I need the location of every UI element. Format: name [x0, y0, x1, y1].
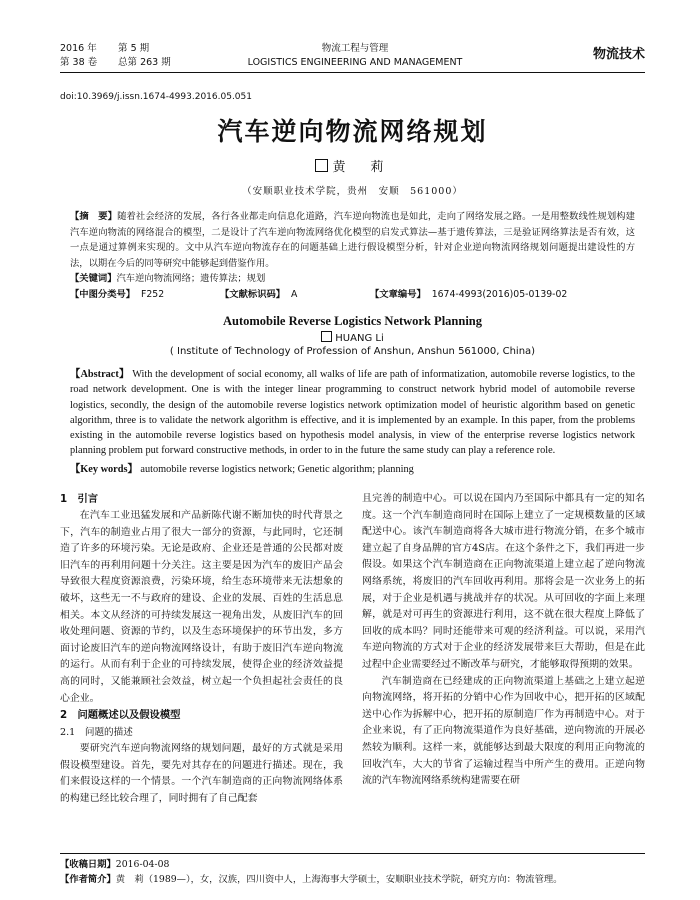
left-column — [60, 491, 343, 808]
body-columns — [60, 491, 645, 808]
doi: doi:10.3969/j.issn.1674-4993.2016.05.051 — [60, 92, 252, 102]
author-cn-name: 黄 莉 — [332, 160, 390, 175]
section-1-heading: 1 引言 — [60, 493, 99, 506]
article-no-value: 1674-4993(2016)05-0139-02 — [431, 288, 568, 300]
volume: 第 38 卷 — [60, 57, 98, 68]
keywords-cn-text: 汽车逆向物流网络；遗传算法；规划 — [116, 273, 266, 284]
continued-paragraph: 且完善的制造中心。可以说在国内乃至国际中都具有一定的知名度。这一个汽车制造商同时在国际上建立了一定规模数量的区域配送中心。该汽车制造商将各大城市进行物流分销，在多个城市建立起了自身品牌的官方4S店。在这个条件之下，我们再进一步假设。如果这个汽车制造商在正向物流渠道上建立起了逆向物流网络系统，将废旧的汽车回收再利用。那将会是一次业务上的拓展，对于企业是机遇与挑战并存的状况。从可回收的字面上来理解，就是对可再生的资源进行利用，这不就在很大程度上降低了回收的成本吗？同时还能带来可观的经济利益。可以说，采用汽车逆向物流的方式对于企业的经济发展带来巨大帮助，但是在此过程中企业需要经过不断改革与研究，才能够取得预期的效果。 — [362, 493, 645, 671]
section-1-paragraph: 在汽车工业迅猛发展和产品新陈代谢不断加快的时代背景之下，汽车的制造业占用了很大一部分的资源，与此同时，它还制造了许多的环境污染。无论是政府、企业还是普通的公民都对废旧汽车的再利用问题十分关注。这主要是因为汽车的废旧产品会导致很大程度资源浪费，污染环境，给生态环境带来无法想象的破坏，这些无一不与政府的建设、企业的发展、百姓的生活息息相关。本文从经济的可持续发展这一视角出发，从废旧汽车的回收处理问题、资源的节约，以及生态环境保护的环节出发，多方面讨论废旧汽车的逆向物流网络设计，有助于废旧汽车逆向物流的运行。从而有利于企业的可持续发展，使得企业的经济效益提高的同时，又能兼顾社会效益，树立起一个负担起社会责任的良心企业。 — [60, 510, 343, 704]
classification-line — [60, 287, 645, 303]
total-issue: 总第 263 期 — [118, 57, 171, 68]
author-en-mark-box — [321, 331, 332, 342]
journal-name — [210, 42, 500, 70]
section-label: 物流技术 — [592, 47, 645, 62]
keywords-en — [60, 462, 645, 477]
journal-name-en: LOGISTICS ENGINEERING AND MANAGEMENT — [247, 57, 463, 68]
abstract-en-text: With the development of social economy, all walks of life are path of informatization, automobile reverse logistics, to the road network development. One is with the integer linear programming to construct network hybrid model of automobile reverse logistics, secondly, the design of the automobile reverse logistics network optimization model of heuristic algorithm based on genetic algorithm, three is to validate the network algorithm is effective, and it is implemented by an example. In this paper, from the problems existing in the automobile reverse logistics based on hypothesis model analysis, in view of the enterprise reverse logistics network planning problem put forward constructive methods, in order to in the future the same study can play a reference role. — [70, 369, 635, 457]
right-column — [362, 491, 645, 808]
author-en-name: HUANG Li — [335, 333, 384, 344]
author-en — [60, 331, 645, 344]
doc-code-label: 【文献标识码】 — [220, 288, 286, 300]
author-cn — [60, 156, 645, 175]
author-bio: 黄 莉（1989—），女，汉族，四川资中人，上海海事大学硕士，安顺职业技术学院，研究方向：物流管理。 — [115, 874, 563, 885]
footnote-rule — [60, 853, 645, 854]
running-header — [60, 40, 645, 76]
author-mark-box — [315, 159, 328, 172]
keywords-cn — [60, 271, 645, 287]
issue: 第 5 期 — [118, 43, 150, 54]
abstract-en-label: 【Abstract】 — [70, 369, 130, 380]
abstract-cn-text: 随着社会经济的发展，各行各业都走向信息化道路，汽车逆向物流也是如此，走向了网络发展之路。一是用整数线性规划构建汽车逆向物流的网络混合的模型，二是设计了汽车逆向物流网络优化模型的启发式算法—基于遗传算法，三是验证网络算法是否有效，这一点是通过算例来实现的。文中从汽车逆向物流存在的问题基础上进行假设模型分析，针对企业逆向物流网络规划问题提出建设性的方法，以期在今后的同等研究中能够起到借鉴作用。 — [70, 211, 635, 269]
received-label: 【收稿日期】 — [60, 859, 116, 870]
keywords-cn-label: 【关键词】 — [70, 273, 117, 284]
footnote — [60, 853, 645, 887]
abstract-en — [60, 367, 645, 459]
received-date: 2016-04-08 — [115, 859, 170, 870]
title-cn: 汽车逆向物流网络规划 — [217, 117, 488, 146]
year: 2016 年 — [60, 43, 97, 54]
affiliation-cn: （安顺职业技术学院，贵州 安顺 561000） — [242, 186, 463, 197]
title-en: Automobile Reverse Logistics Network Planning — [222, 314, 482, 328]
affiliation-en: ( Institute of Technology of Profession of Anshun, Anshun 561000, China) — [169, 346, 536, 357]
article-no-label: 【文章编号】 — [370, 288, 426, 300]
abstract-cn — [60, 209, 645, 271]
abstract-cn-label: 【摘 要】 — [70, 211, 118, 222]
clc-label: 【中图分类号】 — [70, 288, 136, 300]
section-2-1-heading: 2.1 问题的描述 — [60, 727, 133, 739]
header-rule — [60, 72, 645, 73]
keywords-en-text: automobile reverse logistics network; Genetic algorithm; planning — [140, 463, 414, 475]
section-2-heading: 2 问题概述以及假设模型 — [60, 709, 181, 722]
keywords-en-label: 【Key words】 — [70, 463, 138, 475]
right-paragraph-2: 汽车制造商在已经建成的正向物流渠道上基础之上建立起逆向物流网络，将开拓的分销中心作为回收中心，把开拓的区域配送中心作为拆解中心，把开拓的原制造厂作为再制造中心。对于企业来说，有了正向物流渠道作为良好基础，逆向物流的开展必然较为顺利。这样一来，就能够达到最大限度的利用正向物流的回收汽车，大大的节省了运输过程当中所产生的费用。正逆向物流的汽车物流网络系统构建需要在研 — [362, 675, 645, 787]
issue-info — [60, 42, 171, 70]
journal-name-cn: 物流工程与管理 — [321, 43, 389, 54]
journal-page — [60, 40, 645, 808]
doc-code-value: A — [291, 288, 298, 300]
author-bio-label: 【作者简介】 — [60, 874, 116, 885]
clc-value: F252 — [141, 288, 165, 300]
section-2-1-paragraph: 要研究汽车逆向物流网络的规划问题，最好的方式就是采用假设模型建设。首先，要先对其存在的问题进行描述。现在，我们来假设这样的一个情景。一个汽车制造商的正向物流网络体系的构建已经比较合理了，同时拥有了自己配套 — [60, 743, 343, 804]
